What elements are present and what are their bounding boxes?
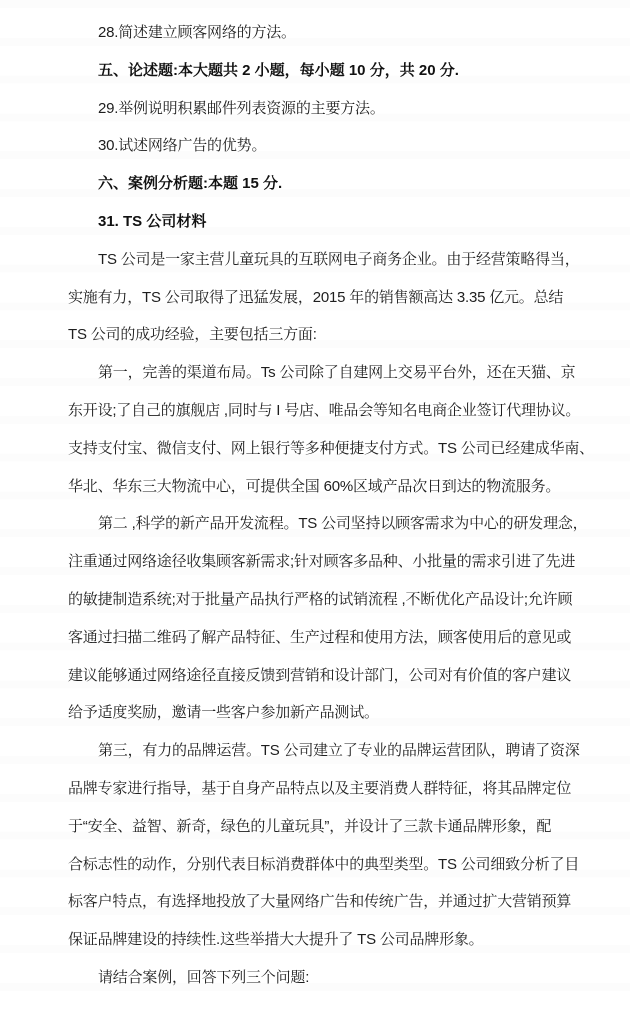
document-line: 品牌专家进行指导，基于自身产品特点以及主要消费人群特征，将其品牌定位 bbox=[68, 779, 572, 797]
document-line: 合标志性的动作，分别代表目标消费群体中的典型类型。TS 公司细致分析了目 bbox=[68, 855, 580, 873]
document-line: 五、论述题:本大题共 2 小题，每小题 10 分，共 20 分. bbox=[98, 61, 459, 79]
document-line: 实施有力，TS 公司取得了迅猛发展，2015 年的销售额高达 3.35 亿元。总结 bbox=[68, 288, 564, 306]
document-line: 注重通过网络途径收集顾客新需求;针对顾客多品种、小批量的需求引进了先进 bbox=[68, 553, 576, 571]
document-line: 第二 ,科学的新产品开发流程。TS 公司坚持以顾客需求为中心的研发理念， bbox=[98, 515, 588, 533]
document-line: 30.试述网络广告的优势。 bbox=[98, 137, 267, 155]
document-line: 建议能够通过网络途径直接反馈到营销和设计部门，公司对有价值的客户建议 bbox=[68, 666, 572, 684]
document-line: 东开设;了自己的旗舰店 ,同时与 I 号店、唯品会等知名电商企业签订代理协议。 bbox=[68, 401, 581, 419]
document-line: 29.举例说明积累邮件列表资源的主要方法。 bbox=[98, 99, 385, 117]
document-line: 给予适度奖励，邀请一些客户参加新产品测试。 bbox=[68, 704, 379, 722]
document-line: 的敏捷制造系统;对于批量产品执行严格的试销流程 ,不断优化产品设计;允许顾 bbox=[68, 590, 573, 608]
document-line: 标客户特点，有选择地投放了大量网络广告和传统广告，并通过扩大营销预算 bbox=[68, 893, 572, 911]
document-line: 支持支付宝、微信支付、网上银行等多种便捷支付方式。TS 公司已经建成华南、 bbox=[68, 439, 594, 457]
document-line: 于“安全、益智、新奇，绿色的儿童玩具”，并设计了三款卡通品牌形象，配 bbox=[68, 817, 552, 835]
document-line: 保证品牌建设的持续性.这些举措大大提升了 TS 公司品牌形象。 bbox=[68, 931, 484, 949]
document-line: 28.简述建立顾客网络的方法。 bbox=[98, 24, 296, 41]
document-line: 六、案例分析题:本题 15 分. bbox=[98, 175, 283, 193]
document-line: TS 公司的成功经验，主要包括三方面: bbox=[68, 326, 317, 344]
document-line: 第三，有力的品牌运营。TS 公司建立了专业的品牌运营团队，聘请了资深 bbox=[98, 742, 580, 760]
document-line: 客通过扫描二维码了解产品特征、生产过程和使用方法，顾客使用后的意见或 bbox=[68, 628, 572, 646]
document-line: TS 公司是一家主营儿童玩具的互联网电子商务企业。由于经营策略得当， bbox=[98, 250, 580, 268]
document-line: 华北、华东三大物流中心，可提供全国 60%区域产品次日到达的物流服务。 bbox=[68, 477, 561, 495]
document-line: 第一，完善的渠道布局。Ts 公司除了自建网上交易平台外，还在天猫、京 bbox=[98, 364, 576, 382]
document-line: 31. TS 公司材料 bbox=[98, 212, 207, 230]
document-line: 请结合案例，回答下列三个问题: bbox=[98, 968, 310, 986]
